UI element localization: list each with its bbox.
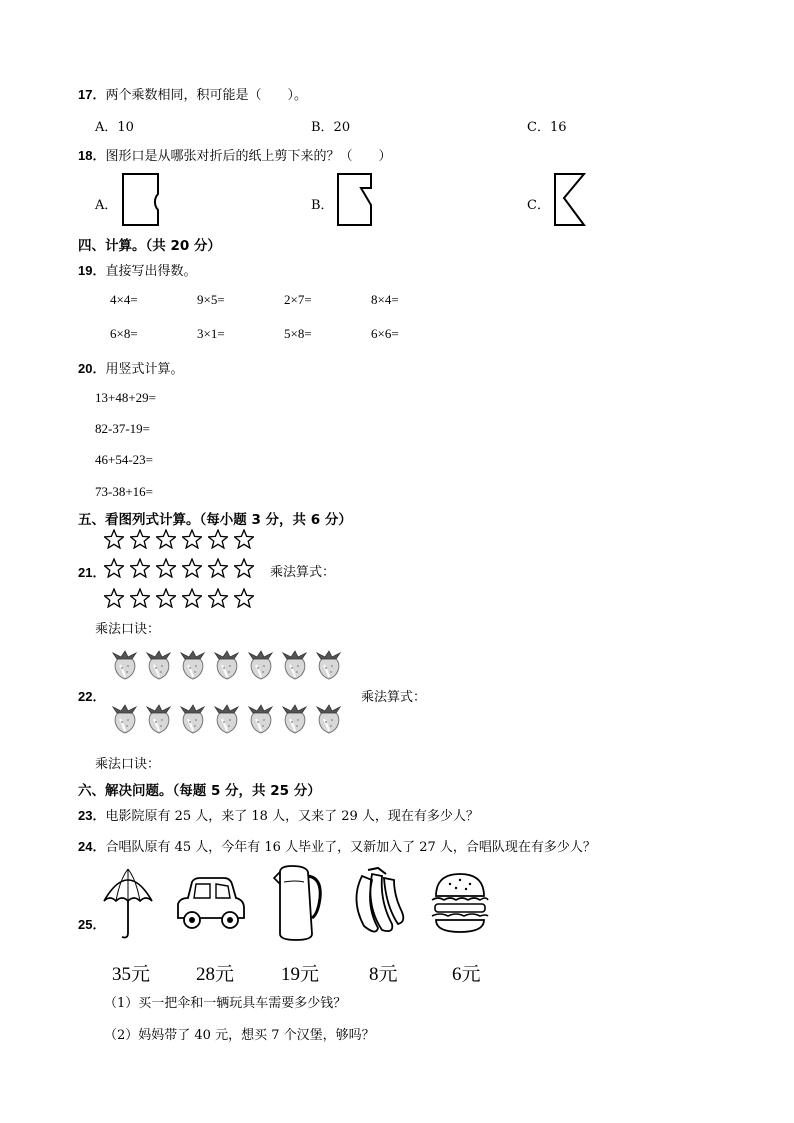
star-icon	[234, 588, 254, 608]
star-icon	[156, 529, 176, 549]
strawberry-picture	[104, 643, 360, 744]
star-icon	[156, 558, 176, 578]
question-text: 电影院原有 25 人，来了 18 人，又来了 29 人，现在有多少人？	[105, 809, 479, 824]
star-icon	[130, 588, 150, 608]
question-number: 25．	[78, 917, 106, 932]
cut-shape-c	[550, 170, 594, 230]
vertical-calc-item: 13+48+29=	[95, 390, 156, 405]
question-text: 直接写出得数。	[105, 264, 197, 279]
vertical-calc-item: 73-38+16=	[95, 484, 153, 499]
star-icon	[104, 529, 124, 549]
star-icon	[104, 558, 124, 578]
cut-shape-a	[118, 170, 162, 228]
calc-item: 6×8=	[110, 326, 138, 341]
cut-shape-b	[333, 170, 377, 228]
option-c: C．16	[527, 120, 567, 135]
star-icon	[130, 558, 150, 578]
price-label: 28元	[196, 964, 235, 985]
calc-item: 9×5=	[197, 292, 225, 307]
question-18	[78, 145, 391, 164]
star-icon	[130, 529, 150, 549]
strawberry-row-2	[113, 705, 340, 733]
section-6-heading: 六、解决问题。（每题 5 分，共 25 分）	[78, 783, 321, 799]
option-c: C．	[527, 198, 550, 213]
option-a: A．	[95, 198, 118, 213]
strawberry-row-1	[113, 651, 340, 679]
option-b: B．20	[311, 120, 351, 135]
option-b: B．	[311, 198, 334, 213]
question-text: 用竖式计算。	[105, 362, 184, 377]
star-row-2	[104, 558, 260, 582]
price-label: 35元	[112, 964, 151, 985]
star-icon	[156, 588, 176, 608]
star-row-1	[104, 529, 260, 553]
hamburger-icon	[428, 870, 492, 936]
star-icon	[104, 588, 124, 608]
star-icon	[182, 529, 202, 549]
multiplication-rhyme-label: 乘法口诀：	[95, 622, 161, 637]
sub-question-1: （1）买一把伞和一辆玩具车需要多少钱？	[104, 996, 347, 1011]
multiplication-formula-label: 乘法算式：	[361, 690, 427, 705]
umbrella-icon	[100, 865, 156, 943]
calc-item: 2×7=	[284, 292, 312, 307]
question-number: 21．	[78, 565, 106, 580]
star-icon	[182, 558, 202, 578]
question-number: 19．	[78, 263, 106, 278]
price-label: 19元	[281, 964, 320, 985]
banana-icon	[348, 866, 408, 938]
calc-item: 5×8=	[284, 326, 312, 341]
question-text: 合唱队原有 45 人，今年有 16 人毕业了，又新加入了 27 人，合唱队现在有多少人？	[105, 840, 596, 855]
calc-item: 4×4=	[110, 292, 138, 307]
kettle-icon	[270, 862, 326, 944]
question-19	[78, 260, 196, 279]
vertical-calc-item: 46+54-23=	[95, 452, 153, 467]
question-number: 18．	[78, 148, 106, 163]
question-number: 24．	[78, 839, 106, 854]
vertical-calc-item: 82-37-19=	[95, 421, 150, 436]
question-20	[78, 358, 183, 377]
multiplication-rhyme-label: 乘法口诀：	[95, 757, 161, 772]
question-number: 23．	[78, 808, 106, 823]
question-23	[78, 805, 479, 824]
price-label: 6元	[452, 964, 481, 985]
section-4-heading: 四、计算。（共 20 分）	[78, 238, 221, 254]
star-icon	[234, 558, 254, 578]
star-icon	[208, 529, 228, 549]
price-label: 8元	[369, 964, 398, 985]
star-icon	[208, 558, 228, 578]
question-17	[78, 84, 307, 103]
calc-item: 3×1=	[197, 326, 225, 341]
question-number: 22．	[78, 689, 106, 704]
question-24	[78, 836, 596, 855]
question-number: 20．	[78, 361, 106, 376]
star-row-3	[104, 588, 260, 612]
toy-car-icon	[172, 874, 248, 934]
calc-item: 6×6=	[371, 326, 399, 341]
star-icon	[182, 588, 202, 608]
question-text: 图形口是从哪张对折后的纸上剪下来的？（ ）	[105, 149, 392, 164]
calc-item: 8×4=	[371, 292, 399, 307]
question-text: 两个乘数相同，积可能是（ ）。	[105, 88, 307, 103]
sub-question-2: （2）妈妈带了 40 元，想买 7 个汉堡，够吗？	[104, 1028, 375, 1043]
star-icon	[234, 529, 254, 549]
question-number: 17．	[78, 87, 106, 102]
star-icon	[208, 588, 228, 608]
option-a: A．10	[95, 120, 134, 135]
multiplication-formula-label: 乘法算式：	[270, 565, 336, 580]
section-5-heading: 五、看图列式计算。（每小题 3 分，共 6 分）	[78, 512, 352, 528]
